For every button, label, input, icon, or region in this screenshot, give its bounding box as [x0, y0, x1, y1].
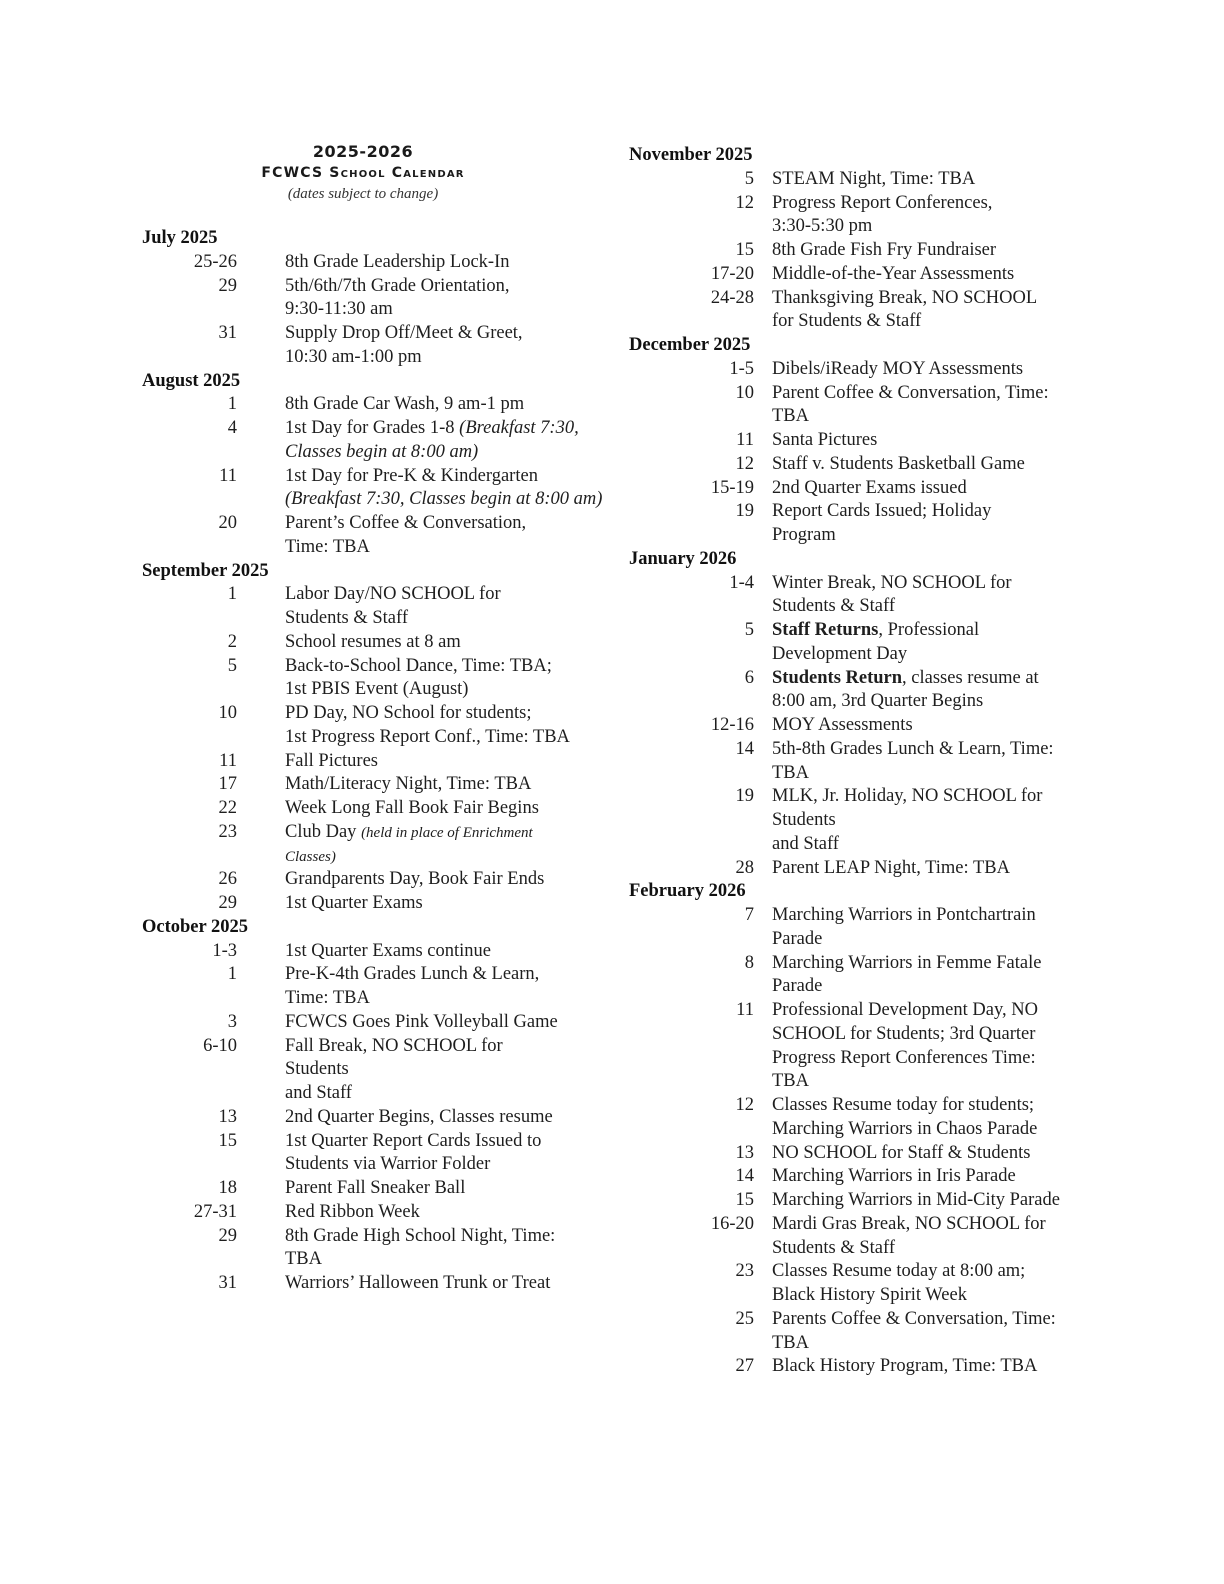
event-description-line [285, 844, 336, 869]
event-date: 10 [218, 703, 237, 723]
event-description-line [772, 523, 836, 547]
event-date: 11 [736, 1000, 754, 1020]
event-description-line [772, 1188, 1060, 1212]
event-text: Parade [772, 928, 823, 949]
event-description-line [285, 1247, 322, 1271]
event-text: Parents Coffee & Conversation, Time: [772, 1308, 1056, 1329]
event-text: Black History Program, Time: TBA [772, 1356, 1038, 1377]
event-text: 8th Grade Leadership Lock-In [285, 251, 510, 272]
event-date: 8 [744, 952, 754, 973]
event-description-line [772, 903, 1036, 927]
event-description-line [772, 808, 836, 832]
event-date: 19 [735, 501, 754, 522]
event-description-line [772, 1141, 1031, 1165]
event-description-line [772, 167, 975, 191]
event-description-line [772, 309, 921, 333]
event-date: 29 [218, 1225, 237, 1246]
event-text: 8th Grade Car Wash, 9 am-1 pm [285, 394, 525, 415]
event-date: 25 [735, 1308, 754, 1329]
event-description-line [772, 642, 907, 666]
event-note-italic: (Breakfast 7:30, Classes begin at 8:00 am) [285, 489, 603, 510]
event-description-line [772, 761, 809, 785]
event-text: Red Ribbon Week [285, 1201, 420, 1222]
event-date: 3 [227, 1011, 237, 1032]
event-description-line [772, 1307, 1056, 1331]
event-text: , classes resume at [902, 667, 1039, 688]
event-text: Warriors’ Halloween Trunk or Treat [285, 1273, 551, 1293]
event-description-line [285, 392, 524, 416]
event-text: Grandparents Day, Book Fair Ends [285, 869, 545, 890]
event-text: TBA [772, 1071, 809, 1092]
event-description-line [285, 1010, 558, 1034]
event-text: Supply Drop Off/Meet & Greet, [285, 323, 523, 343]
event-description-line [285, 701, 531, 725]
event-description-line [285, 891, 423, 915]
event-text: Development Day [772, 643, 908, 664]
event-description-line [285, 416, 579, 440]
event-description-line [285, 867, 544, 891]
event-description-line [772, 594, 895, 618]
event-text: STEAM Night, Time: TBA [772, 168, 976, 189]
event-text: 8th Grade Fish Fry Fundraiser [772, 240, 997, 260]
event-description-line [285, 772, 531, 796]
event-text: Week Long Fall Book Fair Begins [285, 798, 539, 818]
month-heading: August 2025 [142, 370, 241, 391]
event-text: Staff v. Students Basketball Game [772, 453, 1025, 474]
event-date: 12 [735, 192, 754, 213]
event-description-line [285, 749, 378, 773]
event-date: 1-4 [729, 572, 754, 593]
event-date: 10 [735, 382, 754, 403]
event-date: 5 [744, 168, 754, 189]
event-description-line [285, 1200, 420, 1224]
event-date: 13 [735, 1142, 754, 1163]
event-text: Pre-K-4th Grades Lunch & Learn, [285, 964, 540, 985]
event-description-line [285, 1271, 550, 1295]
event-date: 15-19 [710, 477, 754, 498]
event-text: Marching Warriors in Femme Fatale [772, 952, 1042, 973]
month-heading: October 2025 [142, 916, 249, 937]
event-text: Math/Literacy Night, Time: TBA [285, 774, 532, 795]
event-description-line [285, 1152, 490, 1176]
event-description-line [772, 618, 979, 642]
event-date: 15 [735, 240, 754, 260]
event-emphasis: Staff Returns [772, 620, 879, 640]
event-date: 2 [227, 631, 237, 652]
event-description-line [772, 238, 996, 262]
event-description-line [772, 689, 983, 713]
event-text: Club Day [285, 821, 362, 842]
event-text: 1st PBIS Event (August) [285, 679, 469, 700]
event-text: and Staff [772, 833, 839, 854]
event-description-line [772, 1093, 1034, 1117]
event-description-line [285, 820, 533, 845]
event-description-line [772, 1022, 1035, 1046]
event-text: Parent LEAP Night, Time: TBA [772, 857, 1010, 878]
event-text: Students [772, 810, 836, 830]
event-text: TBA [772, 406, 809, 427]
event-text: Classes Resume today at 8:00 am; [772, 1261, 1026, 1282]
event-text: Students via Warrior Folder [285, 1154, 491, 1175]
event-date: 19 [735, 786, 754, 807]
event-description-line [772, 1283, 967, 1307]
calendar-subtitle: (dates subject to change) [287, 186, 439, 202]
event-date: 1 [227, 584, 237, 605]
event-date: 23 [735, 1261, 754, 1282]
event-description-line [285, 1081, 352, 1105]
event-text: Black History Spirit Week [772, 1285, 967, 1305]
event-date: 24-28 [710, 287, 754, 308]
event-description-line [285, 606, 408, 630]
event-description-line [285, 1057, 349, 1081]
event-description-line [285, 464, 538, 488]
event-text: 1st Quarter Exams continue [285, 940, 492, 961]
event-description-line [285, 939, 491, 963]
event-text: Students & Staff [772, 1237, 895, 1258]
event-date: 27 [735, 1356, 754, 1377]
event-text: Program [772, 525, 836, 545]
event-description-line [772, 1117, 1037, 1141]
event-description-line [285, 986, 370, 1010]
event-description-line [772, 1046, 1036, 1070]
event-description-line [285, 274, 510, 298]
event-description-line [285, 630, 461, 654]
event-description-line [772, 499, 991, 523]
event-text: Santa Pictures [772, 430, 878, 450]
event-description-line [772, 1236, 895, 1260]
month-heading: July 2025 [142, 228, 218, 248]
event-date: 17 [218, 774, 237, 795]
event-text: 5th/6th/7th Grade Orientation, [285, 275, 510, 296]
event-description-line [772, 1069, 809, 1093]
event-description-line [772, 452, 1025, 476]
event-text: Fall Break, NO SCHOOL for [285, 1035, 503, 1056]
event-description-line [285, 725, 570, 749]
event-date: 31 [218, 323, 237, 343]
event-text: 1st Quarter Report Cards Issued to [285, 1130, 542, 1151]
event-text: 2nd Quarter Begins, Classes resume [285, 1106, 553, 1127]
event-text: Mardi Gras Break, NO SCHOOL for [772, 1213, 1046, 1234]
event-description-line [285, 1176, 465, 1200]
event-date: 17-20 [710, 263, 754, 284]
event-date: 11 [736, 430, 754, 450]
event-date: 22 [218, 798, 237, 818]
event-description-line [772, 1331, 809, 1355]
event-text: Labor Day/NO SCHOOL for [285, 584, 501, 605]
event-description-line [772, 1354, 1037, 1378]
event-text: 1st Day for Pre-K & Kindergarten [285, 465, 538, 486]
event-text: MLK, Jr. Holiday, NO SCHOOL for [772, 786, 1043, 807]
event-description-line [772, 832, 839, 856]
event-description-line [285, 677, 468, 701]
event-description-line [772, 927, 822, 951]
event-date: 12-16 [710, 715, 754, 735]
event-date: 1 [227, 394, 237, 415]
event-text: Time: TBA [285, 988, 370, 1008]
event-text: Winter Break, NO SCHOOL for [772, 572, 1012, 593]
event-description-line [772, 476, 967, 500]
event-description-line [285, 487, 602, 511]
event-description-line [285, 250, 509, 274]
event-description-line [285, 1034, 503, 1058]
event-text: TBA [772, 1332, 809, 1353]
event-text: 3:30-5:30 pm [772, 216, 873, 237]
event-date: 26 [218, 869, 237, 890]
event-date: 6-10 [203, 1035, 237, 1056]
event-text: FCWCS Goes Pink Volleyball Game [285, 1011, 558, 1032]
event-text: 2nd Quarter Exams issued [772, 477, 967, 498]
event-text: Dibels/iReady MOY Assessments [772, 358, 1024, 379]
month-heading: September 2025 [142, 560, 269, 581]
event-text: 8:00 am, 3rd Quarter Begins [772, 691, 984, 712]
event-date: 18 [218, 1178, 237, 1198]
event-description-line [285, 1224, 555, 1248]
event-description-line [772, 286, 1037, 310]
event-text: Marching Warriors in Iris Parade [772, 1166, 1016, 1187]
event-date: 12 [735, 1095, 754, 1115]
event-description-line [285, 297, 393, 321]
event-description-line [285, 1129, 541, 1153]
event-description-line [285, 511, 526, 535]
event-text: Professional Development Day, NO [772, 1000, 1038, 1020]
event-text: 5th-8th Grades Lunch & Learn, Time: [772, 738, 1054, 759]
event-description-line [285, 345, 422, 369]
event-text: NO SCHOOL for Staff & Students [772, 1142, 1031, 1163]
month-heading: December 2025 [629, 335, 751, 355]
event-date: 11 [219, 465, 237, 486]
event-date: 31 [218, 1273, 237, 1293]
event-description-line [772, 381, 1049, 405]
event-date: 15 [735, 1190, 754, 1210]
event-date: 11 [219, 750, 237, 771]
event-text: Marching Warriors in Chaos Parade [772, 1118, 1038, 1139]
event-description-line [772, 191, 992, 215]
event-text: Parent Fall Sneaker Ball [285, 1178, 466, 1198]
event-text: Classes Resume today for students; [772, 1095, 1035, 1115]
event-description-line [772, 1259, 1025, 1283]
event-description-line [772, 1212, 1046, 1236]
event-text: Fall Pictures [285, 750, 379, 771]
event-description-line [772, 571, 1012, 595]
event-text: 1st Progress Report Conf., Time: TBA [285, 726, 570, 747]
event-description-line [772, 428, 877, 452]
event-text: MOY Assessments [772, 715, 913, 735]
event-text: Back-to-School Dance, Time: TBA; [285, 655, 552, 676]
event-text: Marching Warriors in Pontchartrain [772, 905, 1036, 925]
event-description-line [285, 582, 501, 606]
event-emphasis: Students Return [772, 667, 903, 688]
event-text: Students & Staff [772, 596, 895, 617]
event-description-line [285, 321, 523, 345]
event-text: Parent’s Coffee & Conversation, [285, 513, 527, 533]
event-date: 4 [227, 418, 237, 438]
event-date: 12 [735, 453, 754, 474]
event-date: 14 [735, 738, 754, 759]
event-text: Progress Report Conferences, [772, 192, 993, 213]
event-date: 13 [218, 1106, 237, 1127]
event-note-italic: (held in place of Enrichment [361, 824, 533, 841]
event-date: 1-5 [729, 358, 754, 379]
event-text: 10:30 am-1:00 pm [285, 346, 422, 367]
event-description-line [772, 856, 1010, 880]
event-description-line [285, 440, 478, 464]
event-text: Report Cards Issued; Holiday [772, 501, 992, 522]
event-text: Parade [772, 976, 823, 997]
event-text: and Staff [285, 1083, 352, 1103]
event-date: 7 [744, 905, 754, 925]
event-text: Thanksgiving Break, NO SCHOOL [772, 287, 1038, 308]
month-heading: February 2026 [629, 881, 746, 902]
event-description-line [772, 974, 822, 998]
event-text: SCHOOL for Students; 3rd Quarter [772, 1023, 1036, 1044]
event-note-italic: (Breakfast 7:30, [459, 418, 579, 438]
event-date: 5 [227, 655, 237, 676]
event-note-italic: Classes begin at 8:00 am) [285, 441, 479, 462]
event-date: 29 [218, 893, 237, 913]
event-description-line [772, 713, 913, 737]
event-date: 28 [735, 857, 754, 878]
event-text: for Students & Staff [772, 311, 922, 332]
event-date: 20 [218, 513, 237, 533]
event-date: 23 [218, 821, 237, 842]
event-description-line [285, 1105, 553, 1129]
event-description-line [772, 784, 1042, 808]
event-text: Marching Warriors in Mid-City Parade [772, 1190, 1060, 1210]
event-description-line [772, 737, 1054, 761]
event-text: 8th Grade High School Night, Time: [285, 1225, 556, 1246]
event-description-line [772, 1164, 1016, 1188]
event-date: 5 [744, 620, 754, 640]
event-description-line [772, 998, 1038, 1022]
event-text: TBA [772, 762, 809, 783]
event-text: TBA [285, 1249, 322, 1270]
event-description-line [772, 262, 1014, 286]
event-text: Students & Staff [285, 608, 408, 628]
event-text: 1st Day for Grades 1-8 [285, 418, 460, 438]
event-date: 16-20 [710, 1213, 754, 1234]
event-date: 1-3 [212, 940, 237, 961]
event-description-line [772, 951, 1041, 975]
event-note-italic: Classes) [285, 848, 336, 865]
event-date: 27-31 [193, 1201, 237, 1222]
event-date: 25-26 [193, 251, 237, 272]
event-description-line [285, 654, 552, 678]
event-description-line [772, 357, 1023, 381]
event-date: 1 [227, 964, 237, 985]
event-date: 15 [218, 1130, 237, 1151]
calendar-year: 2025-2026 [312, 142, 414, 161]
event-date: 14 [735, 1166, 754, 1187]
calendar-title: FCWCS School Calendar [261, 165, 465, 181]
event-description-line [772, 214, 872, 238]
event-text: , Professional [878, 620, 980, 640]
event-text: School resumes at 8 am [285, 631, 461, 652]
event-date: 6 [744, 667, 754, 688]
event-text: PD Day, NO School for students; [285, 703, 532, 723]
event-description-line [772, 404, 809, 428]
event-date: 29 [218, 275, 237, 296]
event-text: 1st Quarter Exams [285, 893, 423, 913]
event-text: Students [285, 1059, 349, 1080]
event-text: Progress Report Conferences Time: [772, 1047, 1036, 1068]
event-text: Middle-of-the-Year Assessments [772, 263, 1015, 284]
event-description-line [285, 535, 370, 559]
event-description-line [285, 796, 539, 820]
event-text: Parent Coffee & Conversation, Time: [772, 382, 1049, 403]
event-description-line [285, 962, 539, 986]
month-heading: January 2026 [629, 548, 737, 569]
event-text: 9:30-11:30 am [285, 299, 393, 320]
event-text: Time: TBA [285, 536, 370, 557]
month-heading: November 2025 [629, 145, 753, 165]
event-description-line [772, 666, 1039, 690]
